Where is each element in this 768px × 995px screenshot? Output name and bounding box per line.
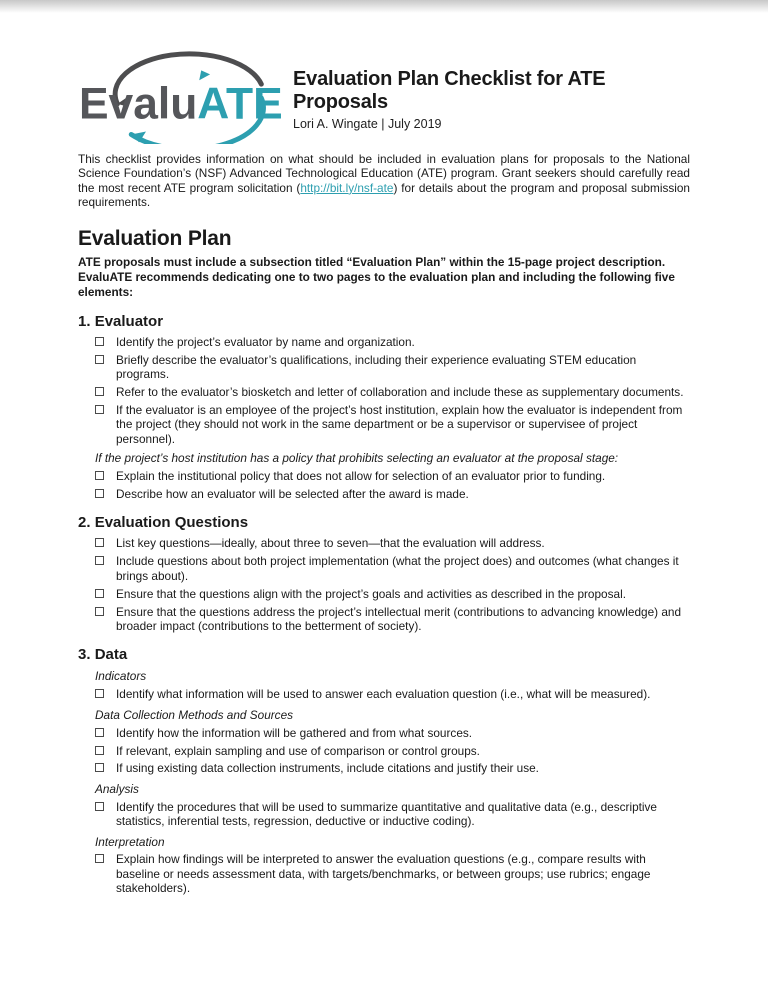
- checklist-item-text: Refer to the evaluator’s biosketch and letter of collaboration and include these as supplementary documents.: [116, 385, 684, 400]
- checklist-item: [95, 554, 690, 583]
- checklist-section: [78, 646, 690, 895]
- lead-paragraph: ATE proposals must include a subsection titled “Evaluation Plan” within the 15-page project description. EvaluATE recommends dedicating one to two pages to the evaluation plan and including the following five elements:: [78, 254, 675, 299]
- checklist-item: [95, 353, 690, 382]
- section-heading: [78, 646, 690, 663]
- checklist-item-text: Briefly describe the evaluator’s qualifications, including their experience evaluating STEM education programs.: [116, 352, 637, 382]
- checklist-item-text: Ensure that the questions align with the project’s goals and activities as described in the proposal.: [116, 586, 626, 601]
- section-number: 3.: [78, 646, 91, 664]
- sections-container: [78, 313, 690, 896]
- checkbox-icon: [95, 337, 104, 346]
- checklist-item: [95, 605, 690, 634]
- checklist-item: [95, 487, 690, 501]
- checklist-item-text: Include questions about both project implementation (what the project does) and outcomes (what changes it brings about).: [116, 554, 679, 583]
- logo-text-primary: Evalu: [78, 79, 198, 129]
- checklist-item-text: Identify what information will be used to answer each evaluation question (i.e., what will be measured).: [116, 687, 651, 702]
- document-byline: Lori A. Wingate | July 2019: [293, 116, 442, 131]
- checklist-item: [95, 852, 690, 895]
- logo-text-accent: ATE: [197, 79, 283, 129]
- logo-swoosh-icon: [78, 48, 285, 144]
- checklist-section: [78, 514, 690, 633]
- checkbox-icon: [95, 854, 104, 863]
- section-number: 2.: [78, 514, 91, 532]
- subsection-heading: Data Collection Methods and Sources: [95, 707, 294, 722]
- intro-text-after: ) for details about the program and proposal submission requirements.: [78, 180, 690, 210]
- checklist-item: [95, 335, 690, 349]
- checkbox-icon: [95, 802, 104, 811]
- document-title: Evaluation Plan Checklist for ATE Proposals: [293, 67, 606, 113]
- checkbox-icon: [95, 728, 104, 737]
- checkbox-icon: [95, 689, 104, 698]
- subsection-heading: Indicators: [95, 669, 147, 684]
- checklist-item: [95, 800, 690, 829]
- evaluation-plan-heading: Evaluation Plan: [78, 226, 232, 250]
- section-heading: [78, 313, 690, 330]
- checklist-item-text: List key questions—ideally, about three to seven—that the evaluation will address.: [116, 536, 545, 551]
- checklist-item: [95, 726, 690, 740]
- checklist-item-text: Explain how findings will be interpreted to answer the evaluation questions (e.g., compare results with baseline or needs assessment data, with targets/benchmarks, or between groups; use rubrics; engage stakeholders).: [116, 852, 651, 896]
- section-title: Evaluation Questions: [94, 514, 249, 532]
- checklist-item: [95, 587, 690, 601]
- checklist-item-text: Identify the procedures that will be used to summarize quantitative and qualitative data (e.g., descriptive statistics, inferential tests, regression, deductive or inductive coding).: [116, 799, 657, 829]
- checkbox-icon: [95, 355, 104, 364]
- subsection-heading: Interpretation: [95, 834, 165, 849]
- checklist-item-text: Explain the institutional policy that does not allow for selection of an evaluator prior to funding.: [116, 469, 606, 484]
- checklist-item-text: If the evaluator is an employee of the project’s host institution, explain how the evaluator is independent from the project (they should not work in the same department or be a supervisor or supervisee of project personnel).: [116, 403, 683, 446]
- checklist-item: [95, 536, 690, 550]
- intro-text-before: This checklist provides information on what should be included in evaluation plans for proposals to the National Science Foundation’s (NSF) Advanced Technological Education (ATE) program. Grant seekers should carefully read the most recent ATE program solicitation (: [78, 152, 690, 195]
- checkbox-icon: [95, 489, 104, 498]
- section-title: Evaluator: [94, 312, 164, 330]
- section-items: [95, 335, 690, 502]
- checklist-item-text: Identify how the information will be gathered and from what sources.: [116, 725, 473, 740]
- checklist-item: [95, 385, 690, 399]
- checklist-item-text: If relevant, explain sampling and use of comparison or control groups.: [116, 743, 480, 758]
- italic-note: If the project’s host institution has a policy that prohibits selecting an evaluator at the proposal stage:: [95, 451, 619, 466]
- section-items: [95, 669, 690, 895]
- evaluate-logo: [78, 48, 285, 144]
- checkbox-icon: [95, 387, 104, 396]
- checkbox-icon: [95, 607, 104, 616]
- intro-paragraph: [78, 152, 690, 210]
- checklist-item: [95, 687, 690, 701]
- checkbox-icon: [95, 405, 104, 414]
- checkbox-icon: [95, 556, 104, 565]
- section-title: Data: [94, 646, 128, 664]
- checkbox-icon: [95, 746, 104, 755]
- subsection-heading: Analysis: [95, 781, 139, 796]
- checklist-item-text: If using existing data collection instruments, include citations and justify their use.: [116, 761, 539, 776]
- checklist-item-text: Ensure that the questions address the project’s intellectual merit (contributions to advancing knowledge) and broader impact (contributions to the betterment of society).: [116, 604, 682, 633]
- section-heading: [78, 514, 690, 531]
- checklist-item-text: Identify the project’s evaluator by name and organization.: [116, 334, 415, 349]
- checklist-item-text: Describe how an evaluator will be selected after the award is made.: [116, 487, 469, 502]
- nsf-ate-link[interactable]: http://bit.ly/nsf-ate: [300, 180, 394, 195]
- section-items: [95, 536, 690, 633]
- checkbox-icon: [95, 763, 104, 772]
- checkbox-icon: [95, 471, 104, 480]
- checklist-item: [95, 403, 690, 446]
- checklist-item: [95, 469, 690, 483]
- checklist-item: [95, 744, 690, 758]
- checkbox-icon: [95, 589, 104, 598]
- document-header: [78, 0, 690, 144]
- checkbox-icon: [95, 538, 104, 547]
- checklist-section: [78, 313, 690, 502]
- title-block: [293, 62, 690, 131]
- checklist-item: [95, 761, 690, 775]
- logo-wordmark: [79, 80, 283, 129]
- section-number: 1.: [78, 312, 91, 330]
